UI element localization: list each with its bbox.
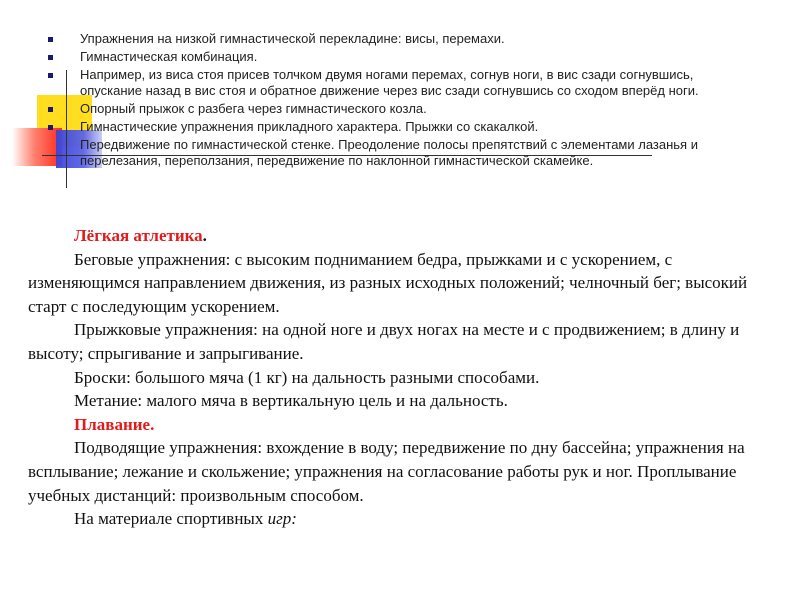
tossing-paragraph: Метание: малого мяча в вертикальную цель и на дальность.	[74, 391, 508, 411]
list-item-text: Опорный прыжок с разбега через гимнастического козла.	[80, 101, 427, 116]
square-bullet-icon	[48, 37, 53, 42]
throwing-paragraph: Броски: большого мяча (1 кг) на дальность разными способами.	[74, 367, 540, 387]
sports-games-italic: игр:	[267, 509, 297, 529]
list-item	[48, 119, 738, 135]
jumping-paragraph: Прыжковые упражнения: на одной ноге и двух ногах на месте и с продвижением; в длину и высоту; спрыгивание и запрыгивание.	[28, 320, 740, 363]
sports-games-prefix: На материале спортивных	[74, 509, 268, 529]
athletics-heading: Лёгкая атлетика	[74, 226, 203, 245]
athletics-heading-dot: .	[202, 226, 207, 245]
list-item-text: Упражнения на низкой гимнастической перекладине: висы, перемахи.	[80, 31, 505, 46]
square-bullet-icon	[48, 107, 53, 112]
sports-games-line	[28, 507, 748, 531]
swimming-paragraph: Подводящие упражнения: вхождение в воду; передвижение по дну бассейна; упражнения на всплывание; лежание и скольжение; упражнения на согласование работы рук и ног. Проплывание учебных дистанций: произвольным способом.	[28, 438, 745, 505]
square-bullet-icon	[48, 125, 53, 130]
list-item	[48, 49, 738, 65]
list-item-text: Гимнастическая комбинация.	[80, 49, 258, 64]
swimming-heading	[28, 413, 748, 437]
list-item	[48, 31, 738, 47]
gymnastics-list	[48, 31, 738, 171]
list-item-text: Например, из виса стоя присев толчком двумя ногами перемах, согнув ноги, в вис сзади согнувшись, опускание назад в вис стоя и обратное движение через вис сзади согнувшись со сходом вперёд ноги.	[80, 67, 699, 98]
list-item	[48, 67, 738, 99]
athletics-heading-line	[28, 224, 748, 248]
list-item-text: Передвижение по гимнастической стенке. Преодоление полосы препятствий с элементами лазанья и перелезания, переползания, передвижение по наклонной гимнастической скамейке.	[80, 137, 698, 168]
list-item	[48, 137, 738, 169]
square-bullet-icon	[48, 73, 53, 78]
running-paragraph: Беговые упражнения: с высоким подниманием бедра, прыжками и с ускорением, с изменяющимся направлением движения, из разных исходных положений; челночный бег; высокий старт с последующим ускорением.	[28, 249, 748, 316]
square-bullet-icon	[48, 55, 53, 60]
list-item	[48, 101, 738, 117]
swimming-heading-text: Плавание.	[74, 414, 155, 434]
main-content	[28, 224, 748, 531]
list-item-text: Гимнастические упражнения прикладного характера. Прыжки со скакалкой.	[80, 119, 539, 134]
